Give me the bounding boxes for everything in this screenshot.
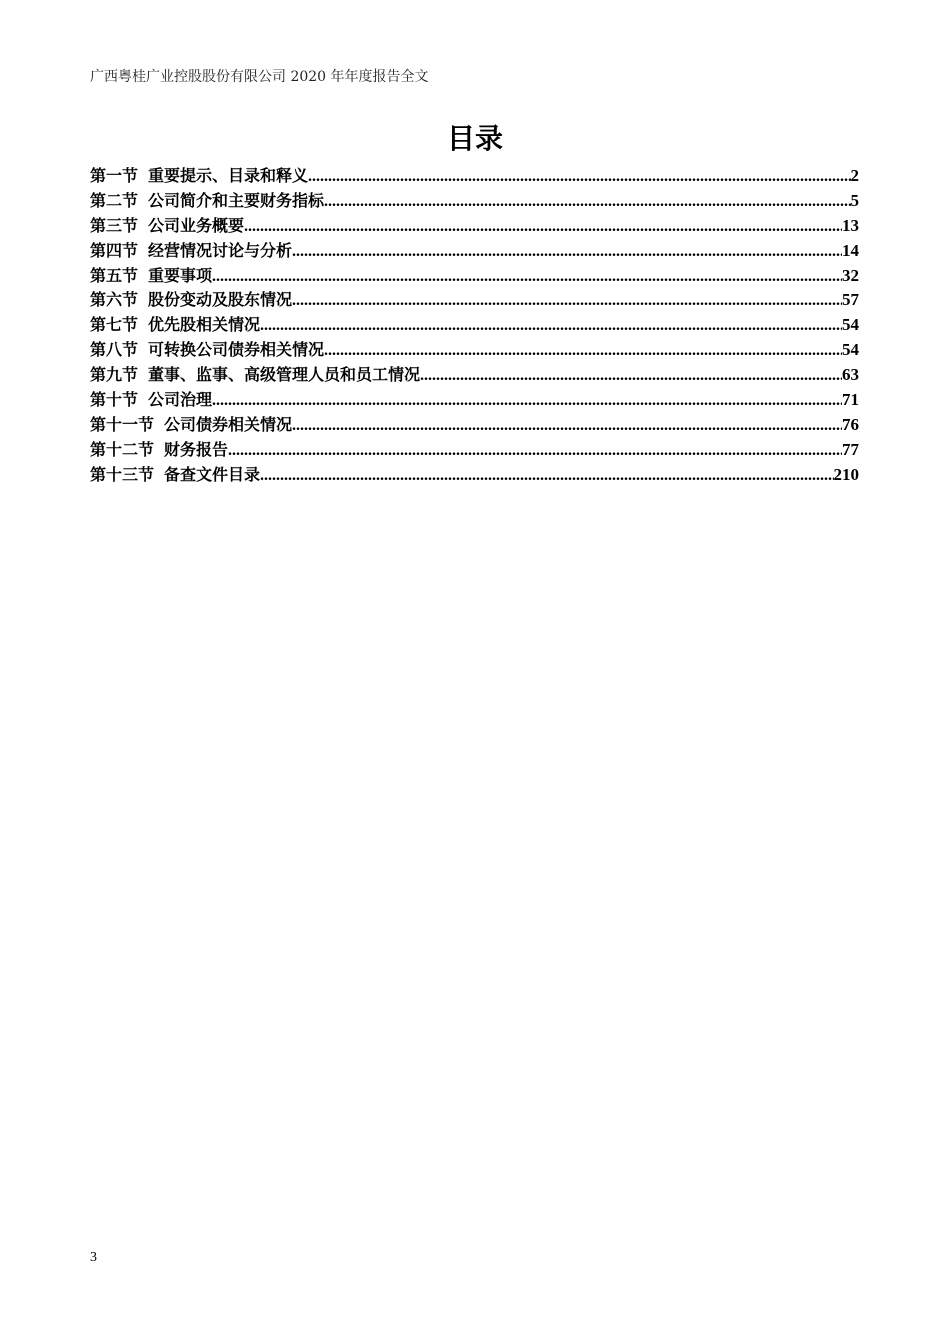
page-number: 3: [90, 1250, 97, 1265]
toc-page-number: 54: [842, 315, 859, 335]
toc-chapter-title: 公司债券相关情况: [164, 414, 293, 434]
toc-page-number: 57: [842, 290, 859, 310]
toc-chapter-title: 优先股相关情况: [148, 315, 261, 335]
toc-section-number: 第二节: [90, 190, 139, 210]
dot-leader: [260, 464, 833, 489]
toc-chapter-title: 财务报告: [164, 439, 229, 459]
dot-leader: [212, 265, 842, 290]
toc-chapter-title: 备查文件目录: [164, 464, 261, 484]
dot-leader: [260, 314, 842, 339]
toc-chapter-title: 经营情况讨论与分析: [148, 240, 293, 260]
dot-leader: [292, 414, 842, 439]
toc-section-number: 第十节: [90, 390, 139, 410]
toc-page-number: 32: [842, 265, 859, 285]
running-header: 广西粤桂广业控股股份有限公司 2020 年年度报告全文: [90, 69, 429, 85]
toc-chapter-title: 重要提示、目录和释义: [148, 166, 309, 185]
dot-leader: [292, 240, 842, 265]
toc-page-number: 77: [842, 439, 859, 459]
toc-section-number: 第十三节: [90, 464, 155, 484]
toc-chapter-title: 股份变动及股东情况: [148, 290, 293, 310]
toc-chapter-title: 公司简介和主要财务指标: [148, 190, 325, 210]
toc-page-number: 210: [833, 464, 859, 484]
toc-title: 目录: [446, 122, 503, 155]
table-of-contents: [90, 164, 859, 488]
toc-entry[interactable]: [90, 363, 859, 388]
toc-chapter-title: 董事、监事、高级管理人员和员工情况: [148, 365, 421, 385]
toc-chapter-title: 公司业务概要: [148, 215, 245, 235]
toc-page-number: 63: [842, 365, 859, 385]
toc-entry[interactable]: [90, 438, 859, 463]
toc-section-number: 第一节: [90, 166, 139, 185]
dot-leader: [420, 364, 842, 389]
toc-page-number: 14: [842, 240, 859, 260]
toc-chapter-title: 重要事项: [148, 265, 213, 285]
dot-leader: [228, 439, 842, 464]
toc-entry[interactable]: [90, 264, 859, 289]
toc-chapter-title: 可转换公司债券相关情况: [148, 340, 325, 360]
toc-section-number: 第十一节: [90, 414, 155, 434]
toc-section-number: 第六节: [90, 290, 139, 310]
toc-section-number: 第三节: [90, 215, 139, 235]
toc-page-number: 54: [842, 340, 859, 360]
toc-chapter-title: 公司治理: [148, 390, 213, 410]
toc-entry[interactable]: [90, 313, 859, 338]
dot-leader: [324, 190, 850, 215]
toc-page-number: 2: [850, 166, 859, 185]
toc-page-number: 13: [842, 215, 859, 235]
toc-page-number: 76: [842, 414, 859, 434]
toc-section-number: 第七节: [90, 315, 139, 335]
toc-entry[interactable]: [90, 388, 859, 413]
toc-entry[interactable]: [90, 164, 859, 189]
toc-entry[interactable]: [90, 413, 859, 438]
toc-entry[interactable]: [90, 288, 859, 313]
toc-entry[interactable]: [90, 214, 859, 239]
toc-entry[interactable]: [90, 463, 859, 488]
toc-page-number: 5: [850, 190, 859, 210]
toc-section-number: 第八节: [90, 340, 139, 360]
toc-section-number: 第四节: [90, 240, 139, 260]
toc-entry[interactable]: [90, 239, 859, 264]
toc-page-number: 71: [842, 390, 859, 410]
dot-leader: [308, 165, 850, 190]
toc-section-number: 第九节: [90, 365, 139, 385]
dot-leader: [244, 215, 842, 240]
toc-entry[interactable]: [90, 338, 859, 363]
dot-leader: [292, 289, 842, 314]
toc-entry[interactable]: [90, 189, 859, 214]
toc-section-number: 第十二节: [90, 439, 155, 459]
dot-leader: [212, 389, 842, 414]
toc-section-number: 第五节: [90, 265, 139, 285]
dot-leader: [324, 339, 842, 364]
